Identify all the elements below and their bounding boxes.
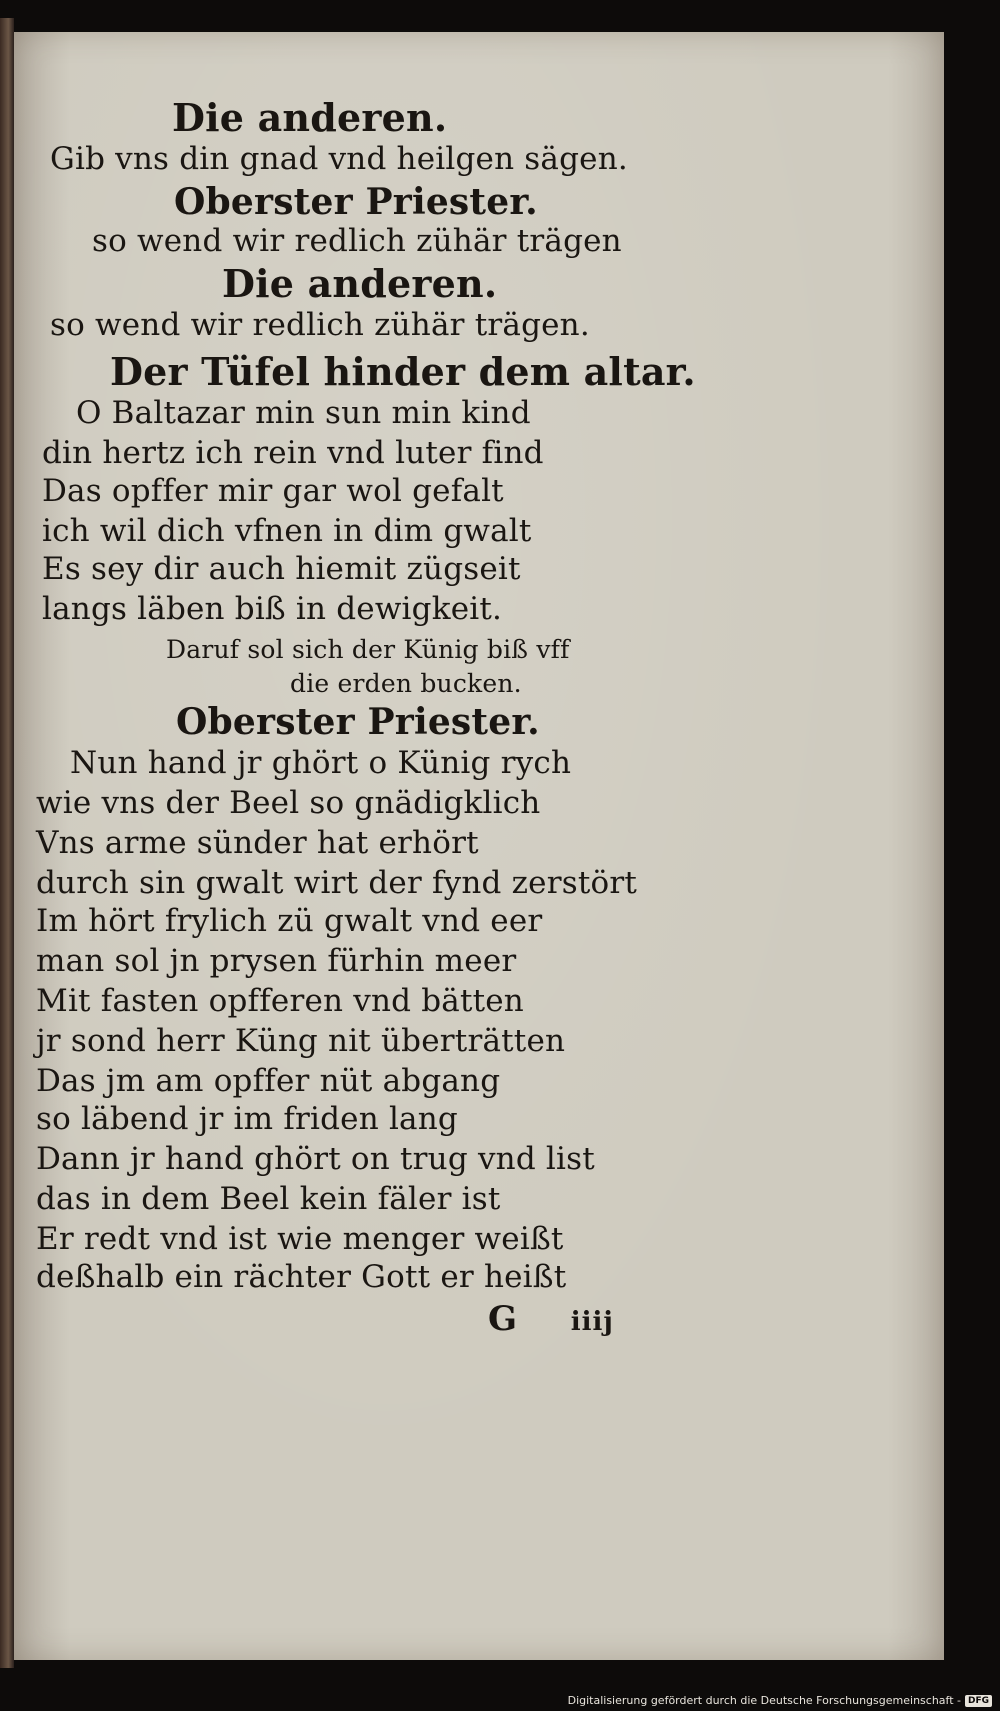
verse-line: Nun hand jr ghört o Künig rych (70, 745, 572, 781)
verse-line: ich wil dich vfnen in dim gwalt (42, 513, 532, 549)
verse-line: Er redt vnd ist wie menger weißt (36, 1221, 564, 1257)
book-page (14, 32, 944, 1660)
verse-line: man sol jn prysen fürhin meer (36, 943, 517, 979)
verse-line: Das jm am opffer nüt abgang (36, 1063, 501, 1099)
verse-line: langs läben biß in dewigkeit. (42, 591, 503, 627)
verse-line: jr sond herr Küng nit überträtten (36, 1023, 566, 1059)
verse-line: Vns arme sünder hat erhört (36, 825, 479, 861)
signature-letter: G (488, 1299, 522, 1339)
page-text (14, 32, 944, 1660)
dfg-logo-icon: DFG (965, 1695, 992, 1707)
stage-direction: Daruf sol sich der Künig biß vff (166, 635, 570, 664)
speaker-heading: Die anderen. (172, 95, 448, 140)
speaker-heading: Oberster Priester. (174, 181, 538, 223)
verse-line: Es sey dir auch hiemit zügseit (42, 551, 521, 587)
digitization-credit (568, 1694, 992, 1707)
verse-line: wie vns der Beel so gnädigklich (36, 785, 541, 821)
verse-line: Im hört frylich zü gwalt vnd eer (36, 903, 543, 939)
verse-line: deßhalb ein rächter Gott er heißt (36, 1259, 567, 1295)
stage-direction: die erden bucken. (290, 669, 522, 698)
credit-text: Digitalisierung gefördert durch die Deutsche Forschungsgemeinschaft - (567, 1694, 961, 1707)
signature-mark (488, 1300, 614, 1341)
speaker-heading: Die anderen. (222, 261, 498, 306)
verse-line: Dann jr hand ghört on trug vnd list (36, 1141, 595, 1177)
signature-number: iiij (570, 1307, 614, 1337)
verse-line: Gib vns din gnad vnd heilgen sägen. (50, 141, 628, 177)
verse-line: das in dem Beel kein fäler ist (36, 1181, 501, 1217)
verse-line: so wend wir redlich zühär trägen. (50, 307, 590, 343)
verse-line: Das opffer mir gar wol gefalt (42, 473, 504, 509)
speaker-heading: Oberster Priester. (176, 701, 540, 743)
verse-line: O Baltazar min sun min kind (76, 395, 531, 431)
verse-line: durch sin gwalt wirt der fynd zerstört (36, 865, 638, 901)
verse-line: din hertz ich rein vnd luter find (42, 435, 544, 471)
verse-line: so wend wir redlich zühär trägen (92, 223, 622, 259)
verse-line: Mit fasten opfferen vnd bätten (36, 983, 524, 1019)
book-spine-edge (0, 18, 14, 1668)
verse-line: so läbend jr im friden lang (36, 1101, 458, 1137)
speaker-heading: Der Tüfel hinder dem altar. (110, 349, 696, 394)
